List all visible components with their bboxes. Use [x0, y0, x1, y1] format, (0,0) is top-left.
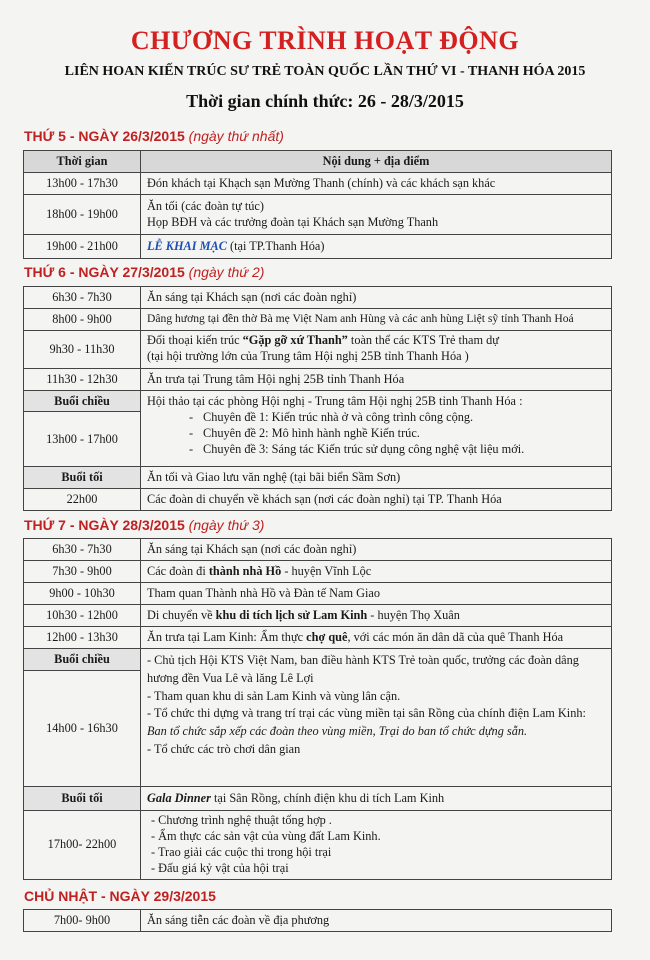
row-time: 13h00 - 17h00	[24, 412, 141, 467]
row-text: Các đoàn đi	[147, 564, 209, 579]
row-time: 6h30 - 7h30	[24, 539, 141, 561]
list-item: - Ẩm thực các sản vật của vùng đất Lam Kinh.	[151, 828, 381, 843]
row-text: toàn thể các KTS Trẻ tham dự	[347, 333, 499, 348]
list-item: - Đấu giá kỷ vật của hội trại	[151, 860, 289, 875]
table-row	[24, 786, 612, 810]
row-text: , với các món ăn dân dã của quê Thanh Hóa	[347, 630, 564, 645]
session-label-afternoon: Buổi chiều	[24, 649, 141, 671]
destination-name: thành nhà Hồ	[208, 564, 282, 579]
table-row	[24, 368, 612, 390]
day2-heading-note: (ngày thứ 2)	[188, 264, 265, 280]
row-content: Ăn sáng tại Khách sạn (nơi các đoàn nghỉ)	[141, 287, 612, 309]
table-row	[24, 234, 612, 258]
gala-dinner-label: Gala Dinner	[147, 790, 211, 805]
table-row	[24, 649, 612, 671]
row-text: (tại TP.Thanh Hóa)	[226, 238, 325, 253]
page-title: CHƯƠNG TRÌNH HOẠT ĐỘNG	[130, 26, 520, 55]
table-row	[24, 910, 612, 932]
day2-heading	[24, 264, 264, 280]
row-time: 8h00 - 9h00	[24, 308, 141, 330]
day1-heading	[24, 128, 284, 144]
table-row	[24, 172, 612, 194]
row-line: - Tham quan khu di sản Lam Kinh và vùng lân cận.	[147, 688, 401, 703]
dialogue-title: “Gặp gỡ xứ Thanh”	[242, 333, 348, 348]
cuisine-name: chợ quê	[306, 630, 348, 645]
row-content: Tham quan Thành nhà Hồ và Đàn tế Nam Giao	[141, 583, 612, 605]
row-content: Các đoàn di chuyển về khách sạn (nơi các đoàn nghỉ) tại TP. Thanh Hóa	[141, 489, 612, 511]
opening-ceremony-label: LỄ KHAI MẠC	[147, 238, 227, 253]
row-content: Ăn sáng tại Khách sạn (nơi các đoàn nghỉ)	[141, 539, 612, 561]
row-line: Họp BĐH và các trưởng đoàn tại Khách sạn Mường Thanh	[147, 215, 439, 230]
row-content	[141, 390, 612, 467]
table-row	[24, 583, 612, 605]
row-content: Ăn sáng tiễn các đoàn về địa phương	[141, 910, 612, 932]
row-time: 17h00- 22h00	[24, 810, 141, 879]
row-content	[141, 605, 612, 627]
day1-heading-note: (ngày thứ nhất)	[188, 128, 284, 144]
header-content: Nội dung + địa điểm	[141, 151, 612, 173]
row-text: - huyện Vĩnh Lộc	[281, 564, 372, 579]
row-line: Ban tổ chức sắp xếp các đoàn theo vùng miền, Trại do ban tổ chức dựng sẵn.	[147, 724, 528, 739]
row-time: 18h00 - 19h00	[24, 194, 141, 234]
row-time: 22h00	[24, 489, 141, 511]
table-row	[24, 539, 612, 561]
row-line	[147, 333, 605, 349]
table-row	[24, 489, 612, 511]
row-time: 9h00 - 10h30	[24, 583, 141, 605]
table-row	[24, 287, 612, 309]
row-content: Đón khách tại Khạch sạn Mường Thanh (chính) và các khách sạn khác	[141, 172, 612, 194]
day2-table	[23, 286, 612, 511]
destination-name: khu di tích lịch sử Lam Kinh	[215, 608, 368, 623]
session-label-evening: Buổi tối	[24, 786, 141, 810]
row-text: tại Sân Rồng, chính điện khu di tích Lam Kinh	[210, 790, 445, 805]
row-text: Ăn trưa tại Lam Kinh: Ẩm thực	[147, 630, 307, 645]
session-label-afternoon: Buổi chiều	[24, 390, 141, 412]
row-time: 11h30 - 12h30	[24, 368, 141, 390]
header-time: Thời gian	[24, 151, 141, 173]
row-content	[141, 810, 612, 879]
row-content: Ăn tối và Giao lưu văn nghệ (tại bãi biển Sầm Sơn)	[141, 467, 612, 489]
day4-heading-date: CHỦ NHẬT - NGÀY 29/3/2015	[24, 888, 216, 904]
row-time: 7h00- 9h00	[24, 910, 141, 932]
table-row	[24, 605, 612, 627]
row-time: 9h30 - 11h30	[24, 330, 141, 368]
list-item: - Chuyên đề 1: Kiến trúc nhà ở và công trình công cộng.	[203, 410, 605, 426]
row-content	[141, 194, 612, 234]
row-line: Hội thảo tại các phòng Hội nghị - Trung tâm Hội nghị 25B tỉnh Thanh Hóa :	[147, 393, 523, 408]
row-content	[141, 561, 612, 583]
row-content	[141, 627, 612, 649]
day4-heading	[24, 888, 216, 904]
day1-table	[23, 150, 612, 259]
list-item: - Chuyên đề 3: Sáng tác Kiến trúc sử dụng công nghệ vật liệu mới.	[203, 442, 605, 458]
row-line: - Tổ chức thi dựng và trang trí trại các vùng miền tại sân Rồng của chính điện Lam Kinh:	[147, 706, 586, 721]
day3-table	[23, 538, 612, 880]
row-line: - Chủ tịch Hội KTS Việt Nam, ban điều hành KTS Trẻ toàn quốc, trưởng các đoàn dâng hương đền Vua Lê và lăng Lê Lợi	[147, 653, 579, 685]
list-item: - Chương trình nghệ thuật tổng hợp .	[151, 812, 332, 827]
row-content: Ăn trưa tại Trung tâm Hội nghị 25B tỉnh Thanh Hóa	[141, 368, 612, 390]
row-time: 12h00 - 13h30	[24, 627, 141, 649]
row-content	[141, 786, 612, 810]
session-label-evening: Buổi tối	[24, 467, 141, 489]
day3-heading	[24, 517, 264, 533]
table-row	[24, 330, 612, 368]
row-content	[141, 330, 612, 368]
row-text: Đối thoại kiến trúc	[147, 333, 243, 348]
table-row	[24, 810, 612, 879]
workshop-topic-list	[147, 410, 605, 458]
row-content	[141, 649, 612, 787]
row-time: 10h30 - 12h00	[24, 605, 141, 627]
table-row	[24, 627, 612, 649]
table-row	[24, 194, 612, 234]
row-time: 19h00 - 21h00	[24, 234, 141, 258]
row-line: (tại hội trường lớn của Trung tâm Hội nghị 25B tỉnh Thanh Hóa )	[147, 349, 469, 364]
row-content: Dâng hương tại đền thờ Bà mẹ Việt Nam anh Hùng và các anh hùng Liệt sỹ tỉnh Thanh Hoá	[141, 308, 612, 330]
row-line: - Tổ chức các trò chơi dân gian	[147, 742, 301, 757]
table-row	[24, 390, 612, 412]
list-item: - Trao giải các cuộc thi trong hội trại	[151, 844, 332, 859]
table-row	[24, 467, 612, 489]
day2-heading-date: THỨ 6 - NGÀY 27/3/2015	[24, 264, 185, 280]
table-header-row	[24, 151, 612, 173]
row-line: Ăn tối (các đoàn tự túc)	[147, 198, 264, 213]
day3-heading-date: THỨ 7 - NGÀY 28/3/2015	[24, 517, 185, 533]
day4-table	[23, 909, 612, 932]
list-item: - Chuyên đề 2: Mô hình hành nghề Kiến trúc.	[203, 426, 605, 442]
day3-heading-note: (ngày thứ 3)	[188, 517, 265, 533]
row-time: 13h00 - 17h30	[24, 172, 141, 194]
page-subtitle: LIÊN HOAN KIẾN TRÚC SƯ TRẺ TOÀN QUỐC LẦN THỨ VI - THANH HÓA 2015	[64, 64, 586, 79]
official-time: Thời gian chính thức: 26 - 28/3/2015	[186, 91, 464, 111]
row-text: - huyện Thọ Xuân	[367, 608, 460, 623]
row-time: 14h00 - 16h30	[24, 670, 141, 786]
table-row	[24, 561, 612, 583]
row-content	[141, 234, 612, 258]
row-time: 6h30 - 7h30	[24, 287, 141, 309]
row-text: Di chuyển về	[147, 608, 216, 623]
day1-heading-date: THỨ 5 - NGÀY 26/3/2015	[24, 128, 185, 144]
row-time: 7h30 - 9h00	[24, 561, 141, 583]
table-row	[24, 308, 612, 330]
